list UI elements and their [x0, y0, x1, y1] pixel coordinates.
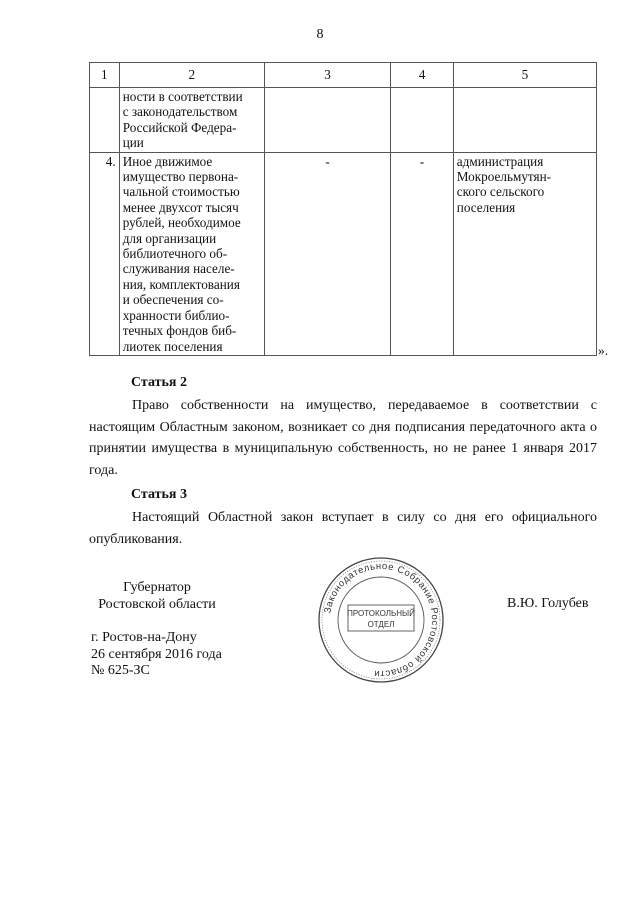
text-line: течных фондов биб-: [122, 323, 237, 339]
cell-num-empty: [90, 88, 120, 153]
table-row: [90, 88, 597, 153]
page-number: 8: [316, 27, 324, 42]
table-header-row: [90, 63, 597, 88]
header-cell-4: 4: [391, 63, 454, 88]
text-line: лиотек поселения: [122, 338, 223, 354]
text-line: Иное движимое: [122, 153, 213, 169]
text-line: поселения: [456, 199, 516, 215]
text-line: менее двухсот тысяч: [122, 199, 239, 215]
cell-empty: [264, 88, 390, 153]
property-table: [89, 62, 597, 356]
article-2-text: Право собственности на имущество, передаваемое в соответствии с настоящим Областным законом, возникает со дня подписания передаточного акта о принятии имущества в муниципальную собственность, но не ранее 1 января 2017 года.: [89, 398, 597, 478]
text-line: служивания населе-: [122, 261, 235, 277]
stamp-inner-text: ОТДЕЛ: [367, 620, 395, 629]
header-cell-1: 1: [90, 63, 120, 88]
signatory-title-line: Ростовской области: [98, 597, 216, 612]
header-cell-2: 2: [119, 63, 264, 88]
text-line: ния, комплектования: [122, 276, 240, 292]
text-line: Российской Федера-: [122, 119, 237, 135]
article-3-text: Настоящий Областной закон вступает в силу со дня его официального опубликования.: [89, 510, 597, 547]
cell-description-continued: [119, 88, 264, 153]
table-row: [90, 152, 597, 355]
stamp-inner-text: ПРОТОКОЛЬНЫЙ: [347, 609, 415, 618]
place-date-block: [91, 630, 222, 680]
signatory-title: [91, 579, 223, 613]
date: 26 сентября 2016 года: [91, 646, 222, 662]
cell-description: [119, 152, 264, 355]
header-cell-3: 3: [264, 63, 390, 88]
text-line: ского сельского: [456, 184, 545, 200]
city: г. Ростов-на-Дону: [91, 630, 197, 645]
text-line: ности в соответствии: [122, 89, 243, 104]
text-line: хранности библио-: [122, 307, 230, 323]
article-2-heading: Статья 2: [131, 375, 187, 390]
cell-row-number: 4.: [90, 152, 120, 355]
text-line: библиотечного об-: [122, 246, 228, 262]
text-line: администрация: [456, 153, 544, 169]
text-line: чальной стоимостью: [122, 184, 240, 200]
text-line: Мокроельмутян-: [456, 169, 552, 185]
text-line: и обеспечения со-: [122, 292, 224, 308]
cell-col4: -: [391, 152, 454, 355]
cell-col3: -: [264, 152, 390, 355]
stamp-ring-text: Законодательное Собрание Ростовской области: [322, 560, 441, 680]
text-line: с законодательством: [122, 104, 238, 120]
text-line: ции: [122, 135, 144, 151]
text-line: для организации: [122, 230, 217, 246]
signatory-title-line: Губернатор: [123, 580, 191, 595]
cell-empty: [391, 88, 454, 153]
article-3-heading: Статья 3: [131, 487, 187, 502]
signatory-name: В.Ю. Голубев: [507, 596, 589, 611]
official-stamp: [316, 555, 446, 685]
cell-holder: [453, 152, 596, 355]
text-line: имущество первона-: [122, 169, 239, 185]
header-cell-5: 5: [453, 63, 596, 88]
cell-empty: [453, 88, 596, 153]
closing-quote: ».: [598, 343, 609, 358]
text-line: рублей, необходимое: [122, 215, 241, 231]
law-number: № 625-ЗС: [91, 663, 150, 678]
